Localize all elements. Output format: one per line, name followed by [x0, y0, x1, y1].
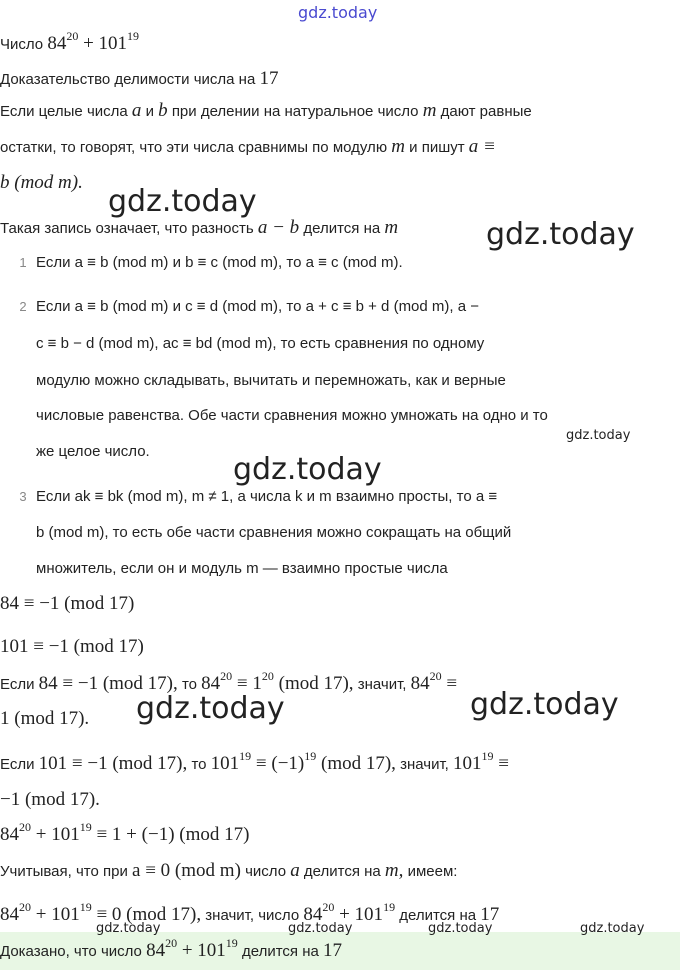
title-expr: $84^{20} + 101^{19}$ [47, 29, 140, 54]
property-3: 3 Если ak ≡ bk (mod m), m ≠ 1, а числа k и m взаимно просты, то a ≡ [10, 486, 497, 508]
watermark: gdz.today [233, 452, 382, 487]
title-line [0, 29, 140, 56]
property-2-line: же целое число. [36, 443, 150, 460]
step-2: Если 101 ≡ −1 (mod 17), то $101^{19} \equiv (-1)^{19}$ (mod 17), значит, $101^{19}$ ≡ [0, 749, 509, 774]
watermark: gdz.today [108, 184, 257, 219]
watermark: gdz.today [580, 921, 645, 936]
heading [0, 68, 278, 91]
step-1-cont: 1 (mod 17). [0, 708, 90, 729]
list-number: 2 [19, 299, 27, 314]
definition-line-1: Если целые числа a и b при делении на натуральное число m дают равные [0, 100, 532, 121]
watermark: gdz.today [566, 428, 631, 443]
equation-2: 101 ≡ −1 (mod 17) [0, 636, 144, 657]
property-2: 2 Если a ≡ b (mod m) и c ≡ d (mod m), то a + c ≡ b + d (mod m), a − [10, 296, 479, 318]
heading-text: Доказательство делимости числа на [0, 71, 256, 88]
property-3-line: b (mod m), то есть обе части сравнения можно сокращать на общий [36, 524, 512, 541]
sum-equation: $84^{20} + 101^{19} \equiv 1 + (-1)$ (mod 17) [0, 820, 250, 845]
watermark: gdz.today [428, 921, 493, 936]
equation-1: 84 ≡ −1 (mod 17) [0, 593, 135, 614]
list-number: 3 [19, 489, 27, 504]
heading-number: 17 [259, 68, 279, 89]
definition-line-3: b (mod m). [0, 172, 83, 193]
considering-line: Учитывая, что при a ≡ 0 (mod m) число a делится на m, имеем: [0, 860, 458, 881]
step-2-cont: −1 (mod 17). [0, 789, 100, 810]
difference-line: Такая запись означает, что разность a − b делится на m [0, 217, 399, 238]
property-1: 1 Если a ≡ b (mod m) и b ≡ c (mod m), то a ≡ c (mod m). [10, 252, 403, 274]
watermark: gdz.today [288, 921, 353, 936]
result-line: $84^{20} + 101^{19} \equiv 0$ (mod 17), значит, число $84^{20} + 101^{19}$ делится на 17 [0, 900, 500, 925]
watermark: gdz.today [486, 217, 635, 252]
watermark: gdz.today [470, 687, 619, 722]
watermark-top: gdz.today [298, 3, 378, 22]
property-2-line: числовые равенства. Обе части сравнения можно умножать на одно и то [36, 407, 548, 424]
conclusion: Доказано, что число $84^{20} + 101^{19}$ делится на 17 [0, 936, 342, 961]
property-2-line: модулю можно складывать, вычитать и перемножать, как и верные [36, 372, 506, 389]
watermark: gdz.today [96, 921, 161, 936]
property-2-line: c ≡ b − d (mod m), ac ≡ bd (mod m), то есть сравнения по одному [36, 335, 485, 352]
definition-line-2: остатки, то говорят, что эти числа сравнимы по модулю m и пишут a ≡ [0, 136, 496, 157]
title-text: Число [0, 36, 44, 53]
list-number: 1 [19, 255, 27, 270]
watermark: gdz.today [136, 691, 285, 726]
step-1: Если 84 ≡ −1 (mod 17), то $84^{20} \equiv 1^{20}$ (mod 17), значит, $84^{20}$ ≡ [0, 669, 458, 694]
property-3-line: множитель, если он и модуль m — взаимно простые числа [36, 560, 448, 577]
